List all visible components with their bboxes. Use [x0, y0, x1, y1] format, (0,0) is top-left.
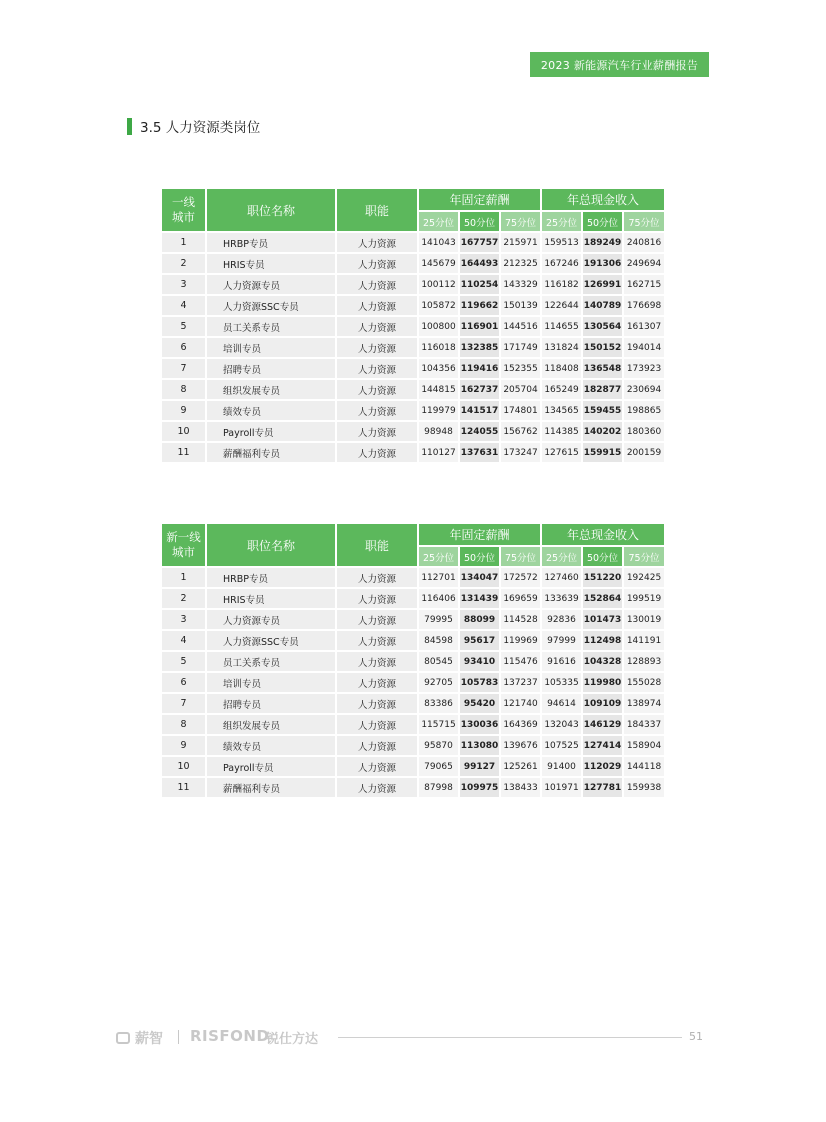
- fixed-p25-value: 83386: [419, 694, 458, 713]
- cash-p75-value: 173923: [624, 359, 664, 378]
- row-index: 11: [162, 443, 205, 462]
- xinzhi-logo-text: 薪智: [135, 1031, 163, 1047]
- row-index: 1: [162, 568, 205, 587]
- section-heading: [127, 117, 260, 135]
- function-name: 人力资源: [337, 296, 417, 315]
- position-name: 人力资源专员: [207, 275, 335, 294]
- fixed-p75-value: 172572: [501, 568, 540, 587]
- cash-p25-value: 114655: [542, 317, 581, 336]
- table-header: [162, 189, 664, 231]
- p25-header: 25分位: [542, 547, 581, 566]
- p50-header: 50分位: [460, 547, 499, 566]
- position-name: 招聘专员: [207, 359, 335, 378]
- cash-p50-value: 146129: [583, 715, 622, 734]
- cash-p75-value: 176698: [624, 296, 664, 315]
- table-row: [162, 673, 664, 692]
- cash-p75-value: 194014: [624, 338, 664, 357]
- cash-p25-value: 91616: [542, 652, 581, 671]
- fixed-p75-value: 205704: [501, 380, 540, 399]
- fixed-p75-value: 215971: [501, 233, 540, 252]
- function-name: 人力资源: [337, 673, 417, 692]
- cash-p50-value: 150152: [583, 338, 622, 357]
- cash-p50-value: 159455: [583, 401, 622, 420]
- cash-p75-value: 230694: [624, 380, 664, 399]
- city-tier-header: 一线 城市: [162, 189, 205, 231]
- fixed-p75-value: 152355: [501, 359, 540, 378]
- function-name: 人力资源: [337, 275, 417, 294]
- cash-p25-value: 167246: [542, 254, 581, 273]
- table-row: [162, 359, 664, 378]
- fixed-p25-value: 144815: [419, 380, 458, 399]
- total-cash-header: 年总现金收入: [542, 189, 664, 210]
- position-name: HRBP专员: [207, 568, 335, 587]
- fixed-p50-value: 167757: [460, 233, 499, 252]
- cash-p25-value: 91400: [542, 757, 581, 776]
- fixed-p75-value: 150139: [501, 296, 540, 315]
- function-header: 职能: [337, 524, 417, 566]
- function-name: 人力资源: [337, 694, 417, 713]
- fixed-p75-value: 115476: [501, 652, 540, 671]
- cash-p75-value: 158904: [624, 736, 664, 755]
- cash-p50-value: 119980: [583, 673, 622, 692]
- fixed-p25-value: 105872: [419, 296, 458, 315]
- fixed-p75-value: 174801: [501, 401, 540, 420]
- cash-p50-value: 112029: [583, 757, 622, 776]
- position-name: 培训专员: [207, 673, 335, 692]
- position-name: 招聘专员: [207, 694, 335, 713]
- function-header: 职能: [337, 189, 417, 231]
- row-index: 10: [162, 757, 205, 776]
- fixed-p25-value: 112701: [419, 568, 458, 587]
- table-row: [162, 589, 664, 608]
- fixed-p50-value: 119662: [460, 296, 499, 315]
- position-header: 职位名称: [207, 524, 335, 566]
- cash-p50-value: 112498: [583, 631, 622, 650]
- cash-p25-value: 159513: [542, 233, 581, 252]
- cash-p25-value: 92836: [542, 610, 581, 629]
- cash-p75-value: 141191: [624, 631, 664, 650]
- cash-p75-value: 155028: [624, 673, 664, 692]
- city-tier-header: 新一线 城市: [162, 524, 205, 566]
- fixed-p25-value: 116406: [419, 589, 458, 608]
- fixed-p50-value: 162737: [460, 380, 499, 399]
- table-row: [162, 233, 664, 252]
- table-row: [162, 380, 664, 399]
- function-name: 人力资源: [337, 338, 417, 357]
- cash-p25-value: 132043: [542, 715, 581, 734]
- cash-p75-value: 192425: [624, 568, 664, 587]
- cash-p50-value: 109109: [583, 694, 622, 713]
- row-index: 5: [162, 317, 205, 336]
- cash-p25-value: 131824: [542, 338, 581, 357]
- row-index: 9: [162, 401, 205, 420]
- fixed-p50-value: 95617: [460, 631, 499, 650]
- position-name: 薪酬福利专员: [207, 778, 335, 797]
- section-marker: [127, 118, 132, 135]
- table-row: [162, 296, 664, 315]
- p25-header: 25分位: [419, 212, 458, 231]
- fixed-p50-value: 99127: [460, 757, 499, 776]
- table-row: [162, 757, 664, 776]
- position-name: Payroll专员: [207, 757, 335, 776]
- cash-p25-value: 118408: [542, 359, 581, 378]
- xinzhi-logo-icon: [116, 1032, 130, 1044]
- cash-p50-value: 151220: [583, 568, 622, 587]
- fixed-p75-value: 114528: [501, 610, 540, 629]
- fixed-p75-value: 125261: [501, 757, 540, 776]
- fixed-pay-header: 年固定薪酬: [419, 524, 540, 545]
- fixed-p50-value: 137631: [460, 443, 499, 462]
- position-name: 员工关系专员: [207, 652, 335, 671]
- fixed-p50-value: 88099: [460, 610, 499, 629]
- table-row: [162, 610, 664, 629]
- cash-p50-value: 159915: [583, 443, 622, 462]
- cash-p75-value: 249694: [624, 254, 664, 273]
- page-footer: [116, 1026, 706, 1048]
- cash-p50-value: 140202: [583, 422, 622, 441]
- cash-p50-value: 152864: [583, 589, 622, 608]
- function-name: 人力资源: [337, 359, 417, 378]
- table-row: [162, 254, 664, 273]
- function-name: 人力资源: [337, 631, 417, 650]
- table-body: [162, 568, 664, 797]
- fixed-p75-value: 138433: [501, 778, 540, 797]
- position-name: 组织发展专员: [207, 715, 335, 734]
- salary-table-tier1: [162, 189, 664, 462]
- cash-p75-value: 184337: [624, 715, 664, 734]
- function-name: 人力资源: [337, 757, 417, 776]
- row-index: 5: [162, 652, 205, 671]
- fixed-p75-value: 139676: [501, 736, 540, 755]
- p75-header: 75分位: [624, 547, 664, 566]
- fixed-p50-value: 132385: [460, 338, 499, 357]
- p75-header: 75分位: [624, 212, 664, 231]
- cash-p75-value: 198865: [624, 401, 664, 420]
- total-cash-header: 年总现金收入: [542, 524, 664, 545]
- fixed-p25-value: 79065: [419, 757, 458, 776]
- table-row: [162, 631, 664, 650]
- fixed-p25-value: 80545: [419, 652, 458, 671]
- fixed-p25-value: 95870: [419, 736, 458, 755]
- cash-p75-value: 240816: [624, 233, 664, 252]
- function-name: 人力资源: [337, 317, 417, 336]
- fixed-pay-header: 年固定薪酬: [419, 189, 540, 210]
- table-row: [162, 715, 664, 734]
- row-index: 9: [162, 736, 205, 755]
- position-name: 薪酬福利专员: [207, 443, 335, 462]
- cash-p25-value: 122644: [542, 296, 581, 315]
- fixed-p25-value: 79995: [419, 610, 458, 629]
- cash-p50-value: 127781: [583, 778, 622, 797]
- fixed-p75-value: 173247: [501, 443, 540, 462]
- table-row: [162, 694, 664, 713]
- table-row: [162, 317, 664, 336]
- function-name: 人力资源: [337, 715, 417, 734]
- p75-header: 75分位: [501, 547, 540, 566]
- position-name: 人力资源专员: [207, 610, 335, 629]
- fixed-p25-value: 84598: [419, 631, 458, 650]
- function-name: 人力资源: [337, 778, 417, 797]
- fixed-p50-value: 131439: [460, 589, 499, 608]
- p50-header: 50分位: [583, 212, 622, 231]
- row-index: 7: [162, 359, 205, 378]
- fixed-p50-value: 95420: [460, 694, 499, 713]
- table-row: [162, 401, 664, 420]
- position-name: HRIS专员: [207, 589, 335, 608]
- cash-p25-value: 127615: [542, 443, 581, 462]
- row-index: 2: [162, 589, 205, 608]
- p25-header: 25分位: [542, 212, 581, 231]
- row-index: 10: [162, 422, 205, 441]
- logo-divider: [178, 1030, 179, 1044]
- fixed-p75-value: 156762: [501, 422, 540, 441]
- fixed-p50-value: 93410: [460, 652, 499, 671]
- table-row: [162, 778, 664, 797]
- row-index: 8: [162, 380, 205, 399]
- fixed-p25-value: 110127: [419, 443, 458, 462]
- cash-p50-value: 136548: [583, 359, 622, 378]
- cash-p25-value: 94614: [542, 694, 581, 713]
- cash-p75-value: 162715: [624, 275, 664, 294]
- table-row: [162, 736, 664, 755]
- position-name: 员工关系专员: [207, 317, 335, 336]
- p25-header: 25分位: [419, 547, 458, 566]
- position-name: 人力资源SSC专员: [207, 296, 335, 315]
- fixed-p25-value: 119979: [419, 401, 458, 420]
- function-name: 人力资源: [337, 254, 417, 273]
- fixed-p50-value: 109975: [460, 778, 499, 797]
- function-name: 人力资源: [337, 589, 417, 608]
- row-index: 2: [162, 254, 205, 273]
- function-name: 人力资源: [337, 422, 417, 441]
- fixed-p75-value: 212325: [501, 254, 540, 273]
- p50-header: 50分位: [583, 547, 622, 566]
- fixed-p75-value: 169659: [501, 589, 540, 608]
- fixed-p50-value: 105783: [460, 673, 499, 692]
- cash-p75-value: 159938: [624, 778, 664, 797]
- position-name: 培训专员: [207, 338, 335, 357]
- table-row: [162, 422, 664, 441]
- fixed-p75-value: 121740: [501, 694, 540, 713]
- function-name: 人力资源: [337, 443, 417, 462]
- fixed-p25-value: 141043: [419, 233, 458, 252]
- position-name: Payroll专员: [207, 422, 335, 441]
- cash-p50-value: 140789: [583, 296, 622, 315]
- position-header: 职位名称: [207, 189, 335, 231]
- cash-p50-value: 182877: [583, 380, 622, 399]
- row-index: 3: [162, 610, 205, 629]
- risfond-logo: RISFOND: [190, 1027, 270, 1045]
- position-name: 绩效专员: [207, 401, 335, 420]
- fixed-p25-value: 92705: [419, 673, 458, 692]
- cash-p75-value: 199519: [624, 589, 664, 608]
- xinzhi-logo: [116, 1028, 163, 1048]
- cash-p75-value: 130019: [624, 610, 664, 629]
- table-body: [162, 233, 664, 462]
- row-index: 8: [162, 715, 205, 734]
- fixed-p25-value: 104356: [419, 359, 458, 378]
- function-name: 人力资源: [337, 568, 417, 587]
- row-index: 1: [162, 233, 205, 252]
- position-name: 人力资源SSC专员: [207, 631, 335, 650]
- row-index: 3: [162, 275, 205, 294]
- section-title-text: 3.5 人力资源类岗位: [140, 120, 261, 136]
- fixed-p50-value: 134047: [460, 568, 499, 587]
- fixed-p75-value: 171749: [501, 338, 540, 357]
- cash-p50-value: 189249: [583, 233, 622, 252]
- p75-header: 75分位: [501, 212, 540, 231]
- table-row: [162, 275, 664, 294]
- function-name: 人力资源: [337, 736, 417, 755]
- cash-p25-value: 97999: [542, 631, 581, 650]
- risfond-cn-logo: 锐仕方达: [266, 1032, 319, 1047]
- cash-p50-value: 127414: [583, 736, 622, 755]
- fixed-p50-value: 119416: [460, 359, 499, 378]
- fixed-p75-value: 143329: [501, 275, 540, 294]
- cash-p25-value: 134565: [542, 401, 581, 420]
- fixed-p25-value: 116018: [419, 338, 458, 357]
- fixed-p25-value: 115715: [419, 715, 458, 734]
- p50-header: 50分位: [460, 212, 499, 231]
- table-row: [162, 568, 664, 587]
- row-index: 11: [162, 778, 205, 797]
- cash-p25-value: 105335: [542, 673, 581, 692]
- row-index: 6: [162, 673, 205, 692]
- fixed-p25-value: 100800: [419, 317, 458, 336]
- position-name: HRIS专员: [207, 254, 335, 273]
- table-header: [162, 524, 664, 566]
- cash-p50-value: 191306: [583, 254, 622, 273]
- fixed-p75-value: 164369: [501, 715, 540, 734]
- fixed-p50-value: 110254: [460, 275, 499, 294]
- function-name: 人力资源: [337, 610, 417, 629]
- fixed-p75-value: 119969: [501, 631, 540, 650]
- cash-p25-value: 114385: [542, 422, 581, 441]
- cash-p25-value: 101971: [542, 778, 581, 797]
- cash-p25-value: 133639: [542, 589, 581, 608]
- fixed-p25-value: 100112: [419, 275, 458, 294]
- fixed-p50-value: 164493: [460, 254, 499, 273]
- function-name: 人力资源: [337, 401, 417, 420]
- table-row: [162, 338, 664, 357]
- cash-p75-value: 180360: [624, 422, 664, 441]
- fixed-p25-value: 98948: [419, 422, 458, 441]
- function-name: 人力资源: [337, 233, 417, 252]
- fixed-p50-value: 116901: [460, 317, 499, 336]
- cash-p75-value: 200159: [624, 443, 664, 462]
- cash-p50-value: 101473: [583, 610, 622, 629]
- salary-table-new-tier1: [162, 524, 664, 797]
- table-row: [162, 443, 664, 462]
- function-name: 人力资源: [337, 380, 417, 399]
- fixed-p50-value: 141517: [460, 401, 499, 420]
- row-index: 7: [162, 694, 205, 713]
- position-name: 组织发展专员: [207, 380, 335, 399]
- row-index: 4: [162, 296, 205, 315]
- fixed-p50-value: 124055: [460, 422, 499, 441]
- cash-p75-value: 138974: [624, 694, 664, 713]
- table-row: [162, 652, 664, 671]
- cash-p50-value: 130564: [583, 317, 622, 336]
- fixed-p75-value: 137237: [501, 673, 540, 692]
- cash-p25-value: 107525: [542, 736, 581, 755]
- position-name: HRBP专员: [207, 233, 335, 252]
- page-number: 51: [689, 1030, 703, 1043]
- fixed-p25-value: 87998: [419, 778, 458, 797]
- footer-rule: [338, 1037, 682, 1038]
- cash-p25-value: 116182: [542, 275, 581, 294]
- fixed-p50-value: 113080: [460, 736, 499, 755]
- cash-p75-value: 161307: [624, 317, 664, 336]
- cash-p50-value: 104328: [583, 652, 622, 671]
- fixed-p75-value: 144516: [501, 317, 540, 336]
- cash-p50-value: 126991: [583, 275, 622, 294]
- row-index: 4: [162, 631, 205, 650]
- cash-p25-value: 127460: [542, 568, 581, 587]
- position-name: 绩效专员: [207, 736, 335, 755]
- cash-p75-value: 128893: [624, 652, 664, 671]
- cash-p75-value: 144118: [624, 757, 664, 776]
- fixed-p25-value: 145679: [419, 254, 458, 273]
- row-index: 6: [162, 338, 205, 357]
- cash-p25-value: 165249: [542, 380, 581, 399]
- report-title-tag: 2023 新能源汽车行业薪酬报告: [530, 52, 709, 77]
- fixed-p50-value: 130036: [460, 715, 499, 734]
- function-name: 人力资源: [337, 652, 417, 671]
